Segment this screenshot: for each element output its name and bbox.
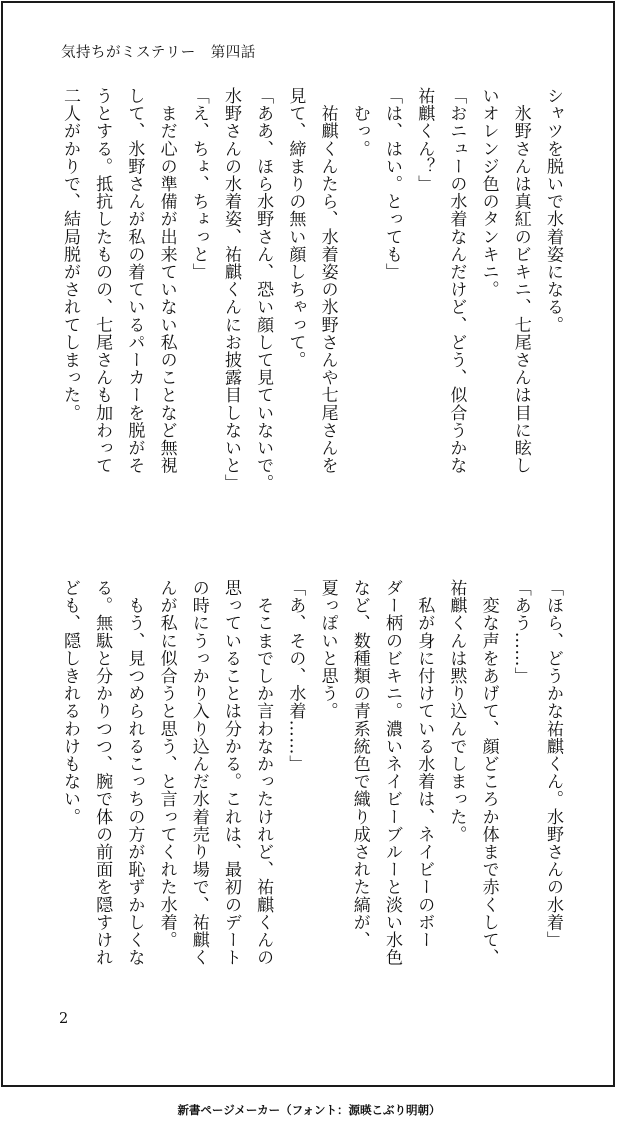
text-line: 「は、はい。とっても」 <box>381 87 402 281</box>
text-line: 二人がかりで、結局脱がされてしまった。 <box>59 87 80 422</box>
text-line: うとする。抵抗したものの、七尾さんも加わって <box>92 87 113 475</box>
text-line: 「あう……」 <box>510 579 531 685</box>
text-line: いオレンジ色のタンキニ。 <box>478 87 499 299</box>
text-line: 「おニューの水着なんだけど、どう、似合うかな <box>446 87 467 475</box>
running-header: 気持ちがミステリー 第四話 <box>61 45 256 61</box>
lower-text-column <box>52 579 569 1009</box>
text-line: もう、見つめられるこっちの方が恥ずかしくな <box>124 579 145 967</box>
text-line: 見て、締まりの無い顔しちゃって。 <box>285 87 306 369</box>
text-line: 私が身に付けている水着は、ネイビーのボー <box>414 579 435 949</box>
text-line: る。無駄と分かりつつ、腕で体の前面を隠すけれ <box>92 579 113 967</box>
upper-text-column <box>52 87 569 545</box>
text-line: 思っていることは分かる。これは、最初のデート <box>220 579 241 967</box>
text-line: の時にうっかり入り込んだ水着売り場で、祐麒く <box>188 579 209 967</box>
text-line: むっ。 <box>349 87 370 158</box>
text-line: 夏っぽいと思う。 <box>317 579 338 720</box>
text-line: 水野さんの水着姿、祐麒くんにお披露目しないと」 <box>220 87 241 492</box>
text-line: など、数種類の青系統色で織り成された縞が、 <box>349 579 370 949</box>
text-line: ども、隠しきれるわけもない。 <box>59 579 80 826</box>
text-line: ダー柄のビキニ。濃いネイビーブルーと淡い水色 <box>381 579 402 967</box>
page-number: 2 <box>59 1011 69 1027</box>
text-line: そこまでしか言わなかったけれど、祐麒くんの <box>253 579 274 967</box>
text-line: シャツを脱いで水着姿になる。 <box>543 87 563 334</box>
text-line: 氷野さんは真紅のビキニ、七尾さんは目に眩し <box>510 87 531 475</box>
text-line: 祐麒くんは黙り込んでしまった。 <box>446 579 467 843</box>
footer-credit: 新書ページメーカー（フォント：源暎こぶり明朝） <box>177 1103 441 1117</box>
text-line: 変な声をあげて、顔どころか体まで赤くして、 <box>478 579 499 967</box>
text-line: んが私に似合うと思う、と言ってくれた水着。 <box>156 579 177 949</box>
text-line: まだ心の準備が出来ていない私のことなど無視 <box>156 87 177 475</box>
text-line: 「ほら、どうかな祐麒くん。水野さんの水着」 <box>543 579 563 949</box>
text-line: 祐麒くん？」 <box>414 87 435 193</box>
text-line: して、氷野さんが私の着ているパーカーを脱がそ <box>124 87 145 475</box>
text-line: 祐麒くんたら、水着姿の氷野さんや七尾さんを <box>317 87 338 475</box>
page-frame <box>1 1 615 1087</box>
text-line: 「あ、その、水着……」 <box>285 579 306 773</box>
text-line: 「え、ちょ、ちょっと」 <box>188 87 209 281</box>
text-line: 「ああ、ほら水野さん、恐い顔して見ていないで。 <box>253 87 274 492</box>
